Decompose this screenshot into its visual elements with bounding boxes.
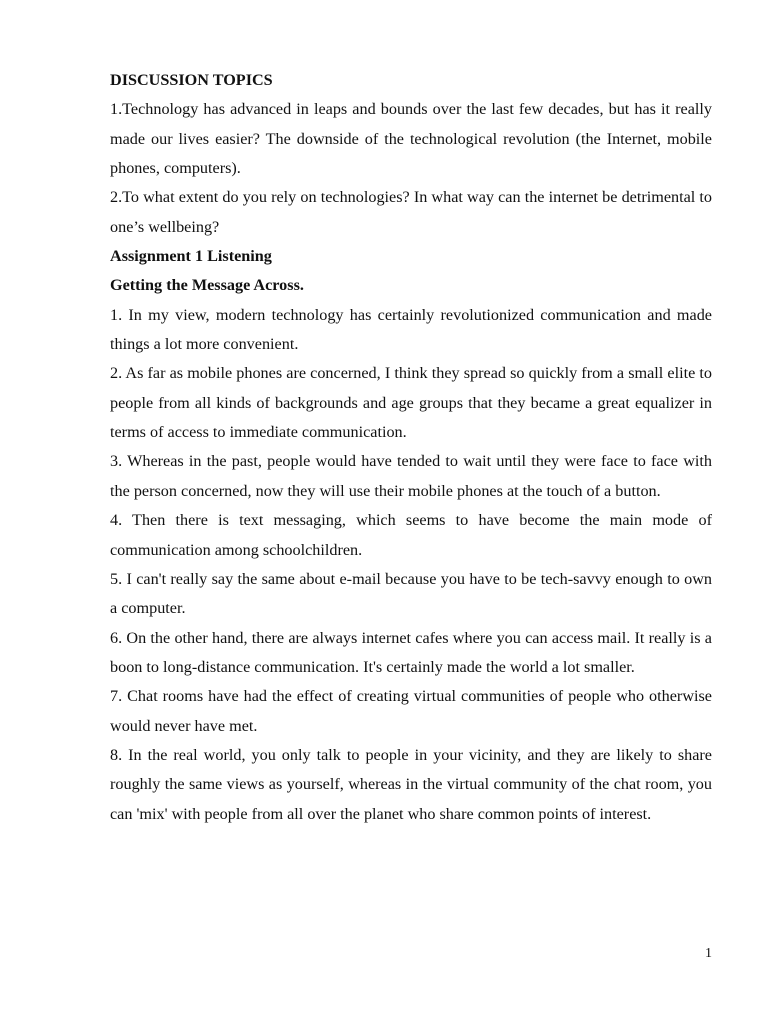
section-heading: Getting the Message Across. (110, 276, 304, 295)
list-item-1: 1. In my view, modern technology has certainly revolutionized communication and made things a lot more convenient. (110, 305, 712, 354)
list-item-2: 2. As far as mobile phones are concerned, I think they spread so quickly from a small elite to people from all kinds of backgrounds and age groups that they became a great equalizer in terms of access to immediate communication. (110, 364, 712, 442)
list-item-8: 8. In the real world, you only talk to people in your vicinity, and they are likely to share roughly the same views as yourself, whereas in the virtual community of the chat room, you can 'mix' with people from all over the planet who share common points of interest. (110, 745, 712, 823)
list-item-3: 3. Whereas in the past, people would have tended to wait until they were face to face with the person concerned, now they will use their mobile phones at the touch of a button. (110, 452, 712, 500)
list-item-7: 7. Chat rooms have had the effect of creating virtual communities of people who otherwise would never have met. (110, 687, 712, 735)
assignment-heading: Assignment 1 Listening (110, 247, 272, 266)
discussion-topic-2: 2.To what extent do you rely on technologies? In what way can the internet be detrimental to one’s wellbeing? (110, 188, 712, 236)
discussion-topic-1: 1.Technology has advanced in leaps and bounds over the last few decades, but has it really made our lives easier? The downside of the technological revolution (the Internet, mobile phones, computers). (110, 100, 712, 178)
document-page (110, 66, 712, 829)
list-item-4: 4. Then there is text messaging, which seems to have become the main mode of communication among schoolchildren. (110, 511, 712, 559)
list-item-5: 5. I can't really say the same about e-mail because you have to be tech-savvy enough to own a computer. (110, 569, 712, 618)
page-number: 1 (705, 946, 712, 961)
list-item-6: 6. On the other hand, there are always internet cafes where you can access mail. It really is a boon to long-distance communication. It's certainly made the world a lot smaller. (110, 628, 712, 676)
document-title: DISCUSSION TOPICS (110, 71, 273, 89)
